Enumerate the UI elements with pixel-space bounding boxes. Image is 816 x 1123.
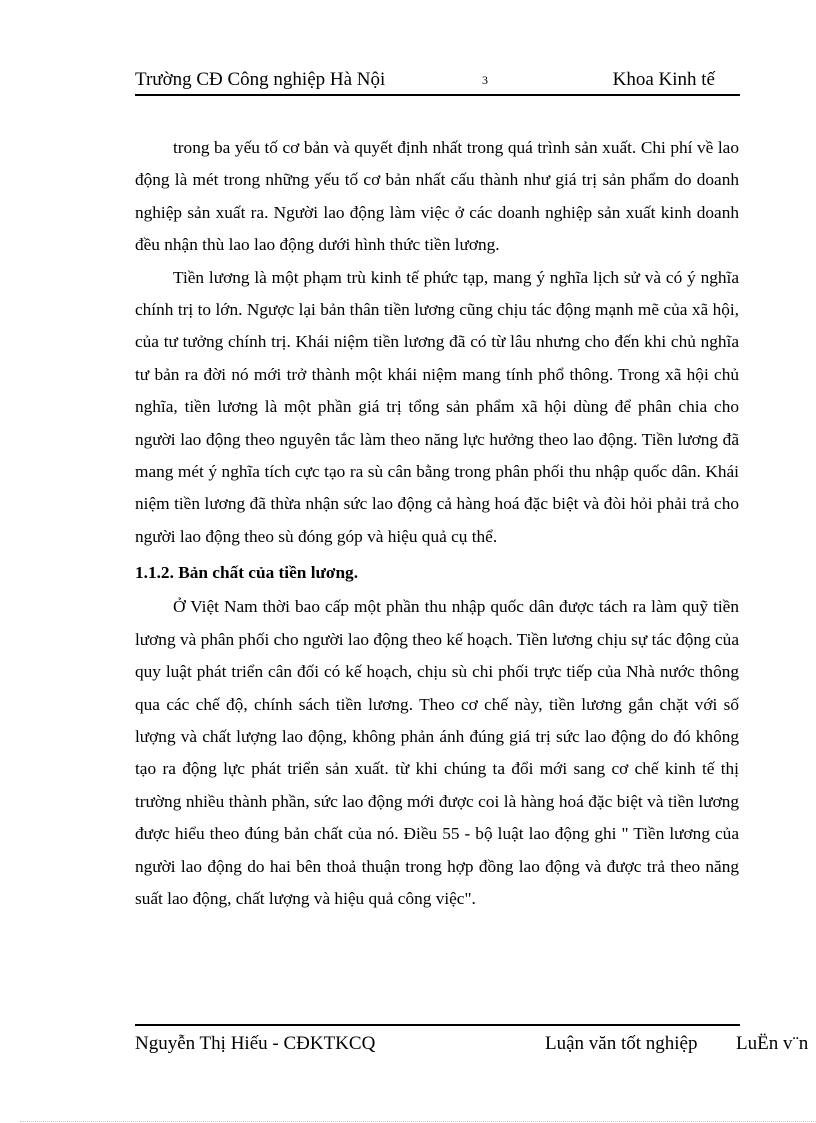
school-name: Trường CĐ Công nghiệp Hà Nội: [135, 69, 386, 90]
department-name: Khoa Kinh tế: [612, 69, 715, 90]
page-footer: [135, 1030, 816, 1060]
section-heading: 1.1.2. Bản chất của tiền lương.: [135, 563, 359, 583]
document-body: [135, 132, 739, 915]
footer-divider: [135, 1024, 740, 1026]
body-paragraph-2: Tiền lương là một phạm trù kinh tế phức tạp, mang ý nghĩa lịch sử và có ý nghĩa chính trị to lớn. Ngược lại bản thân tiền lương cũng chịu tác động mạnh mẽ của xã hội, của tư tưởng chính trị. Khái niệm tiền lương đã có từ lâu nhưng cho đến khi chủ nghĩa tư bản ra đời nó mới trở thành một khái niệm mang tính phổ thông. Trong xã hội chủ nghĩa, tiền lương là một phần giá trị tổng sản phẩm xã hội dùng để phân chia cho người lao động theo nguyên tắc làm theo năng lực hưởng theo lao động. Tiền lương đã mang mét ý nghĩa tích cực tạo ra sù cân bằng trong phân phối thu nhập quốc dân. Khái niệm tiền lương đã thừa nhận sức lao động cả hàng hoá đặc biệt và đòi hỏi phải trả cho người lao động theo sù đóng góp và hiệu quả cụ thể.: [135, 267, 739, 546]
body-paragraph-1: trong ba yếu tố cơ bản và quyết định nhất trong quá trình sản xuất. Chi phí về lao động là mét trong những yếu tố cơ bản nhất cấu thành như giá trị sản phẩm do doanh nghiệp sản xuất ra. Người lao động làm việc ở các doanh nghiệp sản xuất kinh doanh đều nhận thù lao lao động dưới hình thức tiền lương.: [135, 138, 739, 255]
watermark-text: LuËn v¨n: [736, 1033, 809, 1054]
page-number: 3: [482, 73, 488, 87]
section-paragraph: Ở Việt Nam thời bao cấp một phần thu nhập quốc dân được tách ra làm quỹ tiền lương và phân phối cho người lao động theo kế hoạch. Tiền lương chịu sự tác động của quy luật phát triển cân đối có kế hoạch, chịu sù chi phối trực tiếp của Nhà nước thông qua các chế độ, chính sách tiền lương. Theo cơ chế này, tiền lương gắn chặt với số lượng và chất lượng lao động, không phản ánh đúng giá trị sức lao động do đó không tạo ra động lực phát triển sản xuất. từ khi chúng ta đổi mới sang cơ chế kinh tế thị trường nhiều thành phần, sức lao động mới được coi là hàng hoá đặc biệt và tiền lương được hiểu theo đúng bản chất của nó. Điều 55 - bộ luật lao động ghi " Tiền lương của người lao động do hai bên thoả thuận trong hợp đồng lao động và được trả theo năng suất lao động, chất lượng và hiệu quả công việc".: [135, 597, 739, 908]
author-name: Nguyễn Thị Hiếu - CĐKTKCQ: [135, 1033, 376, 1054]
header-divider: [135, 94, 740, 96]
page-header: [135, 66, 740, 94]
page-bottom-border: [20, 1121, 816, 1122]
thesis-label: Luận văn tốt nghiệp: [545, 1033, 698, 1054]
